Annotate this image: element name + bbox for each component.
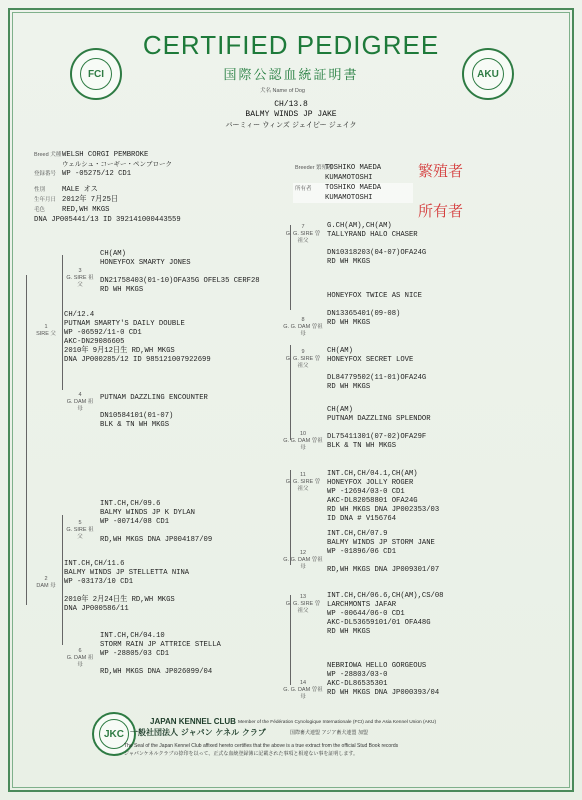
gg-num: 11 [300,472,306,478]
gg-line [327,557,439,566]
gg-line: PUTNAM DAZZLING SPLENDOR [327,415,431,423]
color-value: RED,WH MKGS [62,206,110,214]
page-title: CERTIFIED PEDIGREE [142,30,440,60]
tree-line-main [26,275,27,605]
dam-g-sire-line [100,527,212,536]
g-dam-line: BLK & TN WH MKGS [100,421,170,429]
gg-lines [327,347,426,392]
fci-seal-text: FCI [87,68,105,80]
gg-entry [283,347,573,407]
gg-label [283,594,323,615]
club-name-jp: 一般社団法人 ジャパン ケネル クラブ [130,728,266,737]
sire-line: AKC-DN29086605 [64,338,125,346]
dob-value: 2012年 7月25日 [62,196,119,204]
g-sire-label [66,268,94,289]
g-dam-line: DN10584101(01-07) [100,412,174,420]
sire-line: DNA JP000285/12 ID 985121007922699 [64,356,211,364]
dam-line: WP -03173/10 CD1 [64,578,134,586]
gg-line: RD WH MKGS [327,319,371,327]
gg-line: DL75411301(07-02)OFA29F [327,433,427,441]
reg-label: 登録番号 [34,171,57,177]
statement-en: The Seal of the Japan Kennel Club affixed hereto certifies that the above is a true extract from the official Stud Book records [124,743,399,749]
dog-name-kana: バーミィー ウィンズ ジェイピー ジェイク [225,121,357,129]
aku-seal-text: AKU [477,68,499,80]
gg-line: WP -28803/03-0 [327,671,388,679]
gg-label [283,349,323,370]
dam-g-sire-label-text: G. SIRE 祖父 [66,527,94,540]
breeder-city: KUMAMOTOSHI [325,174,373,182]
gg-entry [283,406,573,466]
dna-value: DNA JP005441/13 ID 392141000443559 [34,216,181,224]
gg-line: AKC-DL82058801 OFA24G [327,497,418,505]
sire-label [32,324,60,338]
statement-jp: ジャパンケネルクラブの捺印を以って、正式な血統登録簿に記載された事項と相違ない事を証明します。 [124,751,359,757]
g-sire-line: RD WH MKGS [100,286,144,294]
gg-label [283,472,323,493]
gg-label-text: G. G. SIRE 曽祖父 [285,479,321,492]
g-sire-line: HONEYFOX SMARTY JONES [100,259,191,267]
breeder-name: TOSHIKO MAEDA [325,164,382,172]
dam-g-sire-line: INT.CH,CH/09.6 [100,500,161,508]
g-dam-line: PUTNAM DAZZLING ENCOUNTER [100,394,208,402]
sire-line: WP -06592/11-0 CD1 [64,329,142,337]
dam-label-text: DAM 母 [36,583,56,589]
owner-city: KUMAMOTOSHI [325,194,373,202]
gg-line [327,365,426,374]
gg-lines [327,470,439,524]
name-of-dog-label: 犬名 Name of Dog [260,88,305,94]
dam-g-sire-line: WP -00714/08 CD1 [100,518,170,526]
dam-line: INT.CH,CH/11.6 [64,560,125,568]
gg-line: TALLYRAND HALO CHASER [327,231,418,239]
owner-label: 所有者 [295,186,312,192]
dam-line: DNA JP000586/11 [64,605,129,613]
gg-line: WP -00644/06-0 CD1 [327,610,405,618]
gg-line: AKC-DL53659101/01 OFA48G [327,619,431,627]
dam-block [64,560,189,614]
gg-label-text: G. G. DAM 曽祖母 [283,438,323,451]
dam-label [32,576,60,590]
tree-line-sire [62,255,63,390]
dam-g-sire-line: BALMY WINDS JP K DYLAN [100,509,195,517]
gg-line: BALMY WINDS JP STORM JANE [327,539,435,547]
dog-name: BALMY WINDS JP JAKE [245,110,337,119]
gg-line [327,424,431,433]
gg-lines [327,406,431,451]
gg-line: LARCHMONTS JAFAR [327,601,397,609]
gg-label [283,224,323,245]
breed-label: Breed 犬種 [34,152,62,158]
gg-line: G.CH(AM),CH(AM) [327,222,392,230]
tree-line-dam [62,515,63,645]
gg-line: AKC-DL86535301 [327,680,388,688]
reg-value: WP -05275/12 CD1 [62,170,132,178]
gg-num: 10 [299,431,307,437]
gg-num: 13 [299,594,307,600]
dam-g-dam-block [100,632,221,677]
gg-line: NEBRIOWA HELLO GORGEOUS [327,662,427,670]
dam-g-dam-num: 6 [78,648,82,654]
dob-label: 生年月日 [34,197,57,203]
gg-num: 7 [301,224,305,230]
gg-num: 8 [301,317,305,323]
gg-line: HONEYFOX SECRET LOVE [327,356,414,364]
sire-num: 1 [44,324,48,330]
gg-entry [283,530,573,580]
gg-line: HONEYFOX TWICE AS NICE [327,292,422,300]
breed-value: WELSH CORGI PEMBROKE [62,151,149,159]
dam-g-dam-label [66,648,94,669]
gg-lines [327,592,443,637]
gg-line: RD WH MKGS [327,258,371,266]
gg-line: DN13365401(09-08) [327,310,401,318]
color-label: 毛色 [34,207,46,213]
gg-num: 14 [299,680,307,686]
gg-line [327,301,422,310]
gg-label-text: G. G. DAM 曽祖母 [283,687,323,700]
gg-line: INT.CH,CH/07.9 [327,530,388,538]
dam-g-sire-num: 5 [78,520,82,526]
gg-line: INT.CH,CH/06.6,CH(AM),CS/08 [327,592,444,600]
dam-g-dam-line: INT.CH,CH/04.10 [100,632,165,640]
sire-line: 2010年 9月12日生 RD,WH MKGS [64,347,175,355]
gg-line: DN10318203(04-07)OFA24G [327,249,427,257]
gg-entry [283,662,573,712]
breeder-stamp: 繁殖者 [418,162,464,180]
sire-label-text: SIRE 父 [36,331,56,337]
gg-line: WP -12694/03-0 CD1 [327,488,405,496]
gg-line: HONEYFOX JOLLY ROGER [327,479,414,487]
dam-line: 2010年 2月24日生 RD,WH MKGS [64,596,175,604]
dam-g-dam-label-text: G. DAM 祖母 [66,655,94,668]
gg-label [283,680,323,701]
gg-line: RD WH MKGS DNA JP002353/03 [327,506,440,514]
gg-line: RD,WH MKGS DNA JP009301/07 [327,566,440,574]
gg-line: ID DNA # V156764 [327,515,397,523]
gg-label [283,431,323,452]
dam-g-sire-line: RD,WH MKGS DNA JP004187/09 [100,536,213,544]
g-dam-label-text: G. DAM 祖母 [66,399,94,412]
gg-label-text: G. G. DAM 曽祖母 [283,557,323,570]
gg-num: 9 [301,349,305,355]
g-sire-label-text: G. SIRE 祖父 [66,275,94,288]
breeder-label: Breeder 繁殖者 [295,165,333,171]
page-subtitle: 国際公認血統証明書 [223,68,359,83]
g-dam-num: 4 [78,392,82,398]
dam-line: BALMY WINDS JP STELLETTA NINA [64,569,190,577]
gg-line [327,240,426,249]
sire-line: CH/12.4 [64,311,95,319]
gg-entry [283,592,573,642]
gg-line: RD WH MKGS [327,628,371,636]
owner-name: TOSHIKO MAEDA [325,184,382,192]
gg-label [283,317,323,338]
dam-g-sire-block [100,500,212,545]
dam-g-dam-line: STORM RAIN JP ATTRICE STELLA [100,641,221,649]
dam-num: 2 [44,576,48,582]
gg-line: CH(AM) [327,406,353,414]
g-sire-block [100,250,260,295]
gg-label [283,550,323,571]
gg-line: DL84779502(11-01)OFA24G [327,374,427,382]
gg-label-text: G. G. SIRE 曽祖父 [285,356,321,369]
sire-line: PUTNAM SMARTY'S DAILY DOUBLE [64,320,185,328]
gg-label-text: G. G. SIRE 曽祖父 [285,231,321,244]
gg-entry [283,470,573,530]
gg-line: RD WH MKGS DNA JP000393/04 [327,689,440,697]
member-note-jp: 国際畜犬連盟 アジア畜犬連盟 加盟 [290,730,368,736]
dog-title-prefix: CH/13.8 [274,100,308,109]
breed-kana: ウェルシュ・コーギー・ペンブローク [62,160,172,168]
dam-g-sire-label [66,520,94,541]
sex-value: MALE オス [62,186,98,194]
gg-lines [327,662,439,698]
g-sire-line: CH(AM) [100,250,126,258]
sire-block [64,311,211,365]
owner-stamp: 所有者 [418,202,464,220]
dam-g-dam-line [100,659,221,668]
g-sire-line: DN21758403(01-10)OFA35G OFEL35 CERF28 [100,277,260,285]
sex-label: 性別 [34,187,46,193]
dam-line [64,587,189,596]
gg-label-text: G. G. DAM 曽祖母 [283,324,323,337]
g-sire-line [100,268,260,277]
g-dam-block [100,394,208,430]
g-sire-num: 3 [78,268,82,274]
gg-line: INT.CH,CH/04.1,CH(AM) [327,470,418,478]
g-dam-label [66,392,94,413]
jkc-seal-text: JKC [103,728,124,740]
gg-line: RD WH MKGS [327,383,371,391]
gg-label-text: G. G. SIRE 曽祖父 [285,601,321,614]
gg-entry [283,292,573,352]
g-dam-line [100,403,208,412]
gg-lines [327,530,439,575]
member-note: Member of the Fédération Cynologique Internationale (FCI) and the Asia Kennel Union (AKU) [238,720,437,725]
gg-line: BLK & TN WH MKGS [327,442,397,450]
gg-entry [283,222,573,282]
gg-lines [327,292,422,328]
gg-line: WP -01896/06 CD1 [327,548,397,556]
gg-lines [327,222,426,267]
gg-line: CH(AM) [327,347,353,355]
club-name-en: JAPAN KENNEL CLUB [150,717,236,726]
dam-g-dam-line: RD,WH MKGS DNA JP026099/04 [100,668,213,676]
dam-g-dam-line: WP -28805/03 CD1 [100,650,170,658]
gg-num: 12 [299,550,307,556]
